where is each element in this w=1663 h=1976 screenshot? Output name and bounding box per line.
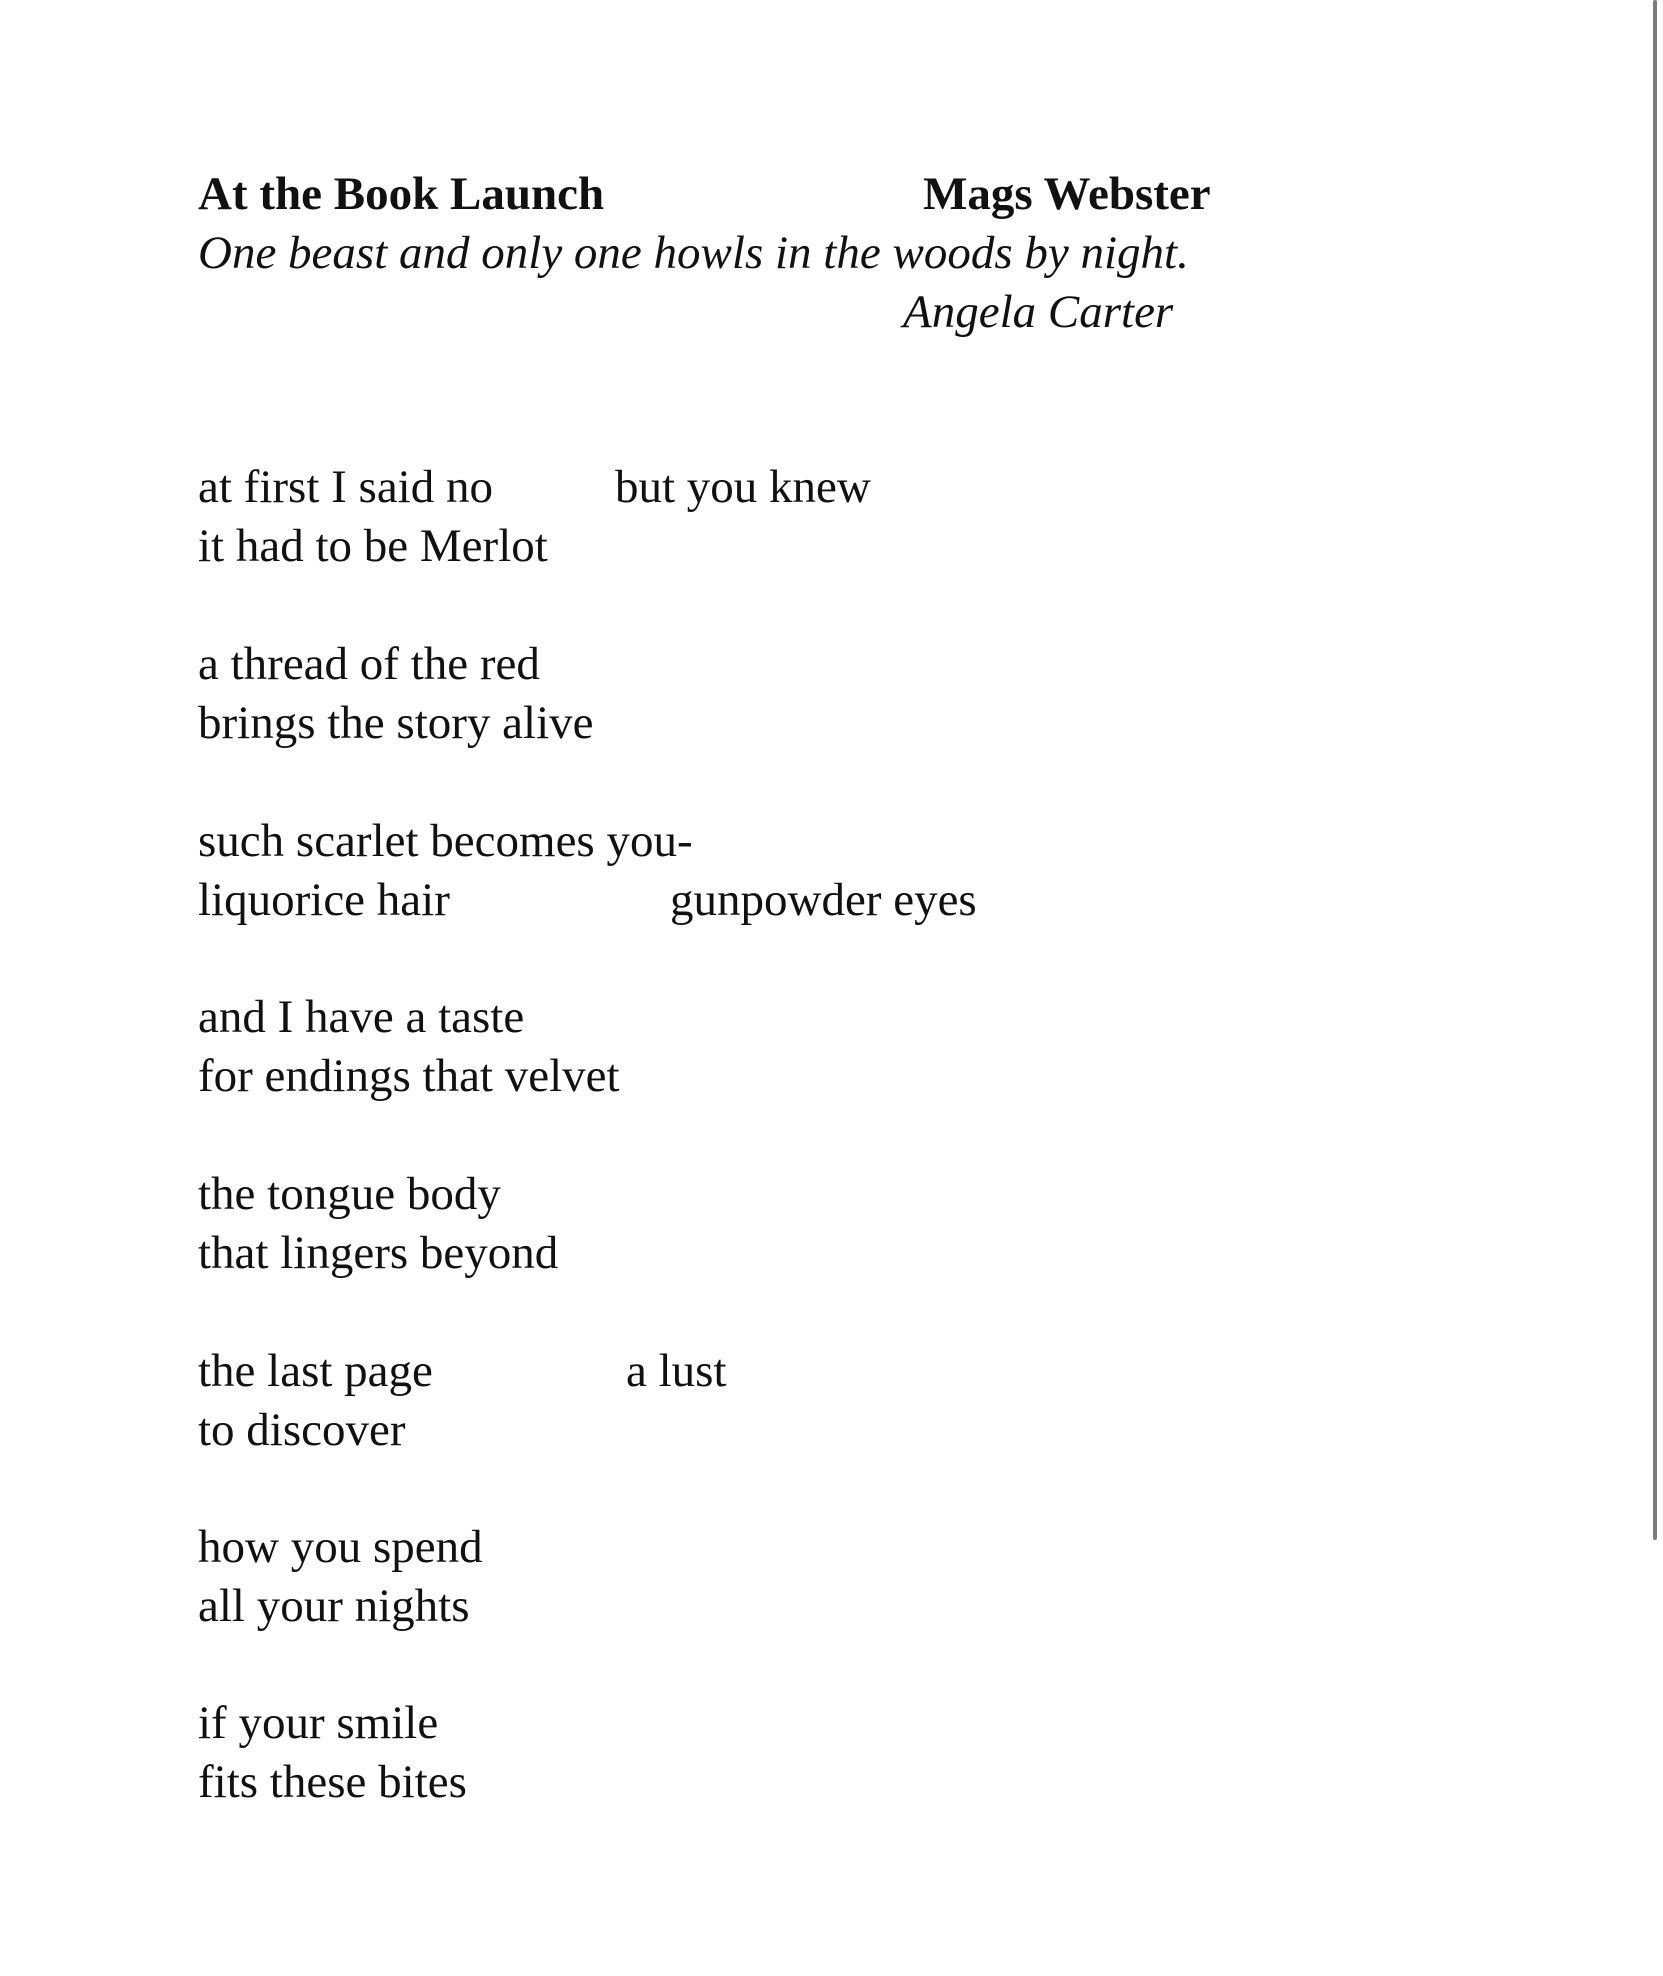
poem-line [198,1401,1298,1460]
poem-line [198,694,1298,753]
poem-line [198,988,1298,1047]
poem-line [198,1694,1298,1753]
epigraph-quote: One beast and only one howls in the woods by night. [198,227,1189,279]
poem-line [198,1753,1298,1812]
poem-line [198,458,1298,517]
line-text: all your nights [198,1580,470,1632]
poem-line [198,1047,1298,1106]
line-text-spaced: gunpowder eyes [670,874,977,926]
poem-line [198,1342,1298,1401]
line-text: that lingers beyond [198,1227,559,1279]
line-text-spaced: a lust [626,1345,727,1397]
line-text: such scarlet becomes you- [198,815,693,867]
line-text: to discover [198,1404,406,1456]
stanza-6 [198,1342,1298,1460]
stanza-1 [198,458,1298,576]
line-text: the tongue body [198,1168,501,1220]
poem-line [198,871,1298,930]
poem-header [198,164,1298,224]
stanza-3 [198,812,1298,930]
poem-line [198,635,1298,694]
line-text: if your smile [198,1697,439,1749]
stanza-5 [198,1165,1298,1283]
poem-line [198,1224,1298,1283]
stanza-2 [198,635,1298,753]
line-text: a thread of the red [198,638,540,690]
line-text-spaced: but you knew [615,461,871,513]
line-text: and I have a taste [198,991,525,1043]
poem-line [198,1577,1298,1636]
line-text: brings the story alive [198,697,594,749]
line-text: the last page [198,1345,433,1397]
stanza-8 [198,1694,1298,1812]
line-text: liquorice hair [198,874,450,926]
line-text: at first I said no [198,461,493,513]
line-text: how you spend [198,1521,483,1573]
line-text: fits these bites [198,1756,467,1808]
stanza-4 [198,988,1298,1106]
poem-line [198,517,1298,576]
poem-line [198,1518,1298,1577]
epigraph-attribution: Angela Carter [903,286,1174,338]
poem-title: At the Book Launch [198,168,605,220]
poem-line [198,812,1298,871]
scrollbar-thumb[interactable] [1653,0,1657,1540]
poem-author: Mags Webster [923,168,1211,220]
line-text: for endings that velvet [198,1050,620,1102]
vertical-scrollbar[interactable] [1653,0,1663,1976]
poem-line [198,1165,1298,1224]
stanza-7 [198,1518,1298,1636]
line-text: it had to be Merlot [198,520,548,572]
